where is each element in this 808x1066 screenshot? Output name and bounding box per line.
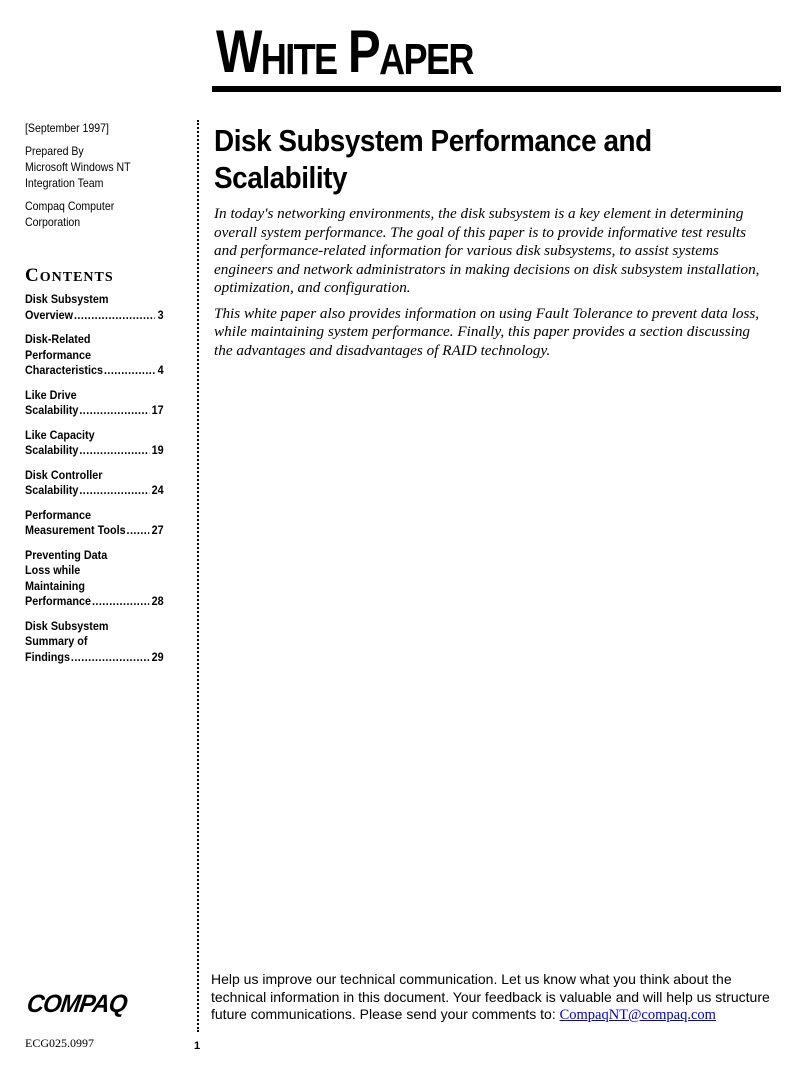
abstract-paragraph — [214, 205, 782, 298]
toc-item-last-line — [25, 483, 164, 499]
toc-item-label-line: Disk Controller — [25, 467, 103, 482]
toc-dot-leader — [73, 308, 155, 324]
abstract-line: overall system performance. The goal of this paper is to provide informative test results — [214, 223, 747, 241]
toc-item-last-line — [25, 363, 164, 379]
toc-dot-leader — [103, 363, 155, 379]
toc-page-number: 4 — [157, 363, 164, 377]
prepared-by-line: Integration Team — [25, 176, 104, 190]
document-title-line: Disk Subsystem Performance and — [214, 123, 652, 158]
title-rest-aper: APER — [379, 35, 473, 84]
document-type-title — [216, 18, 473, 85]
toc-page-number: 27 — [151, 523, 164, 537]
organization-line: Corporation — [25, 215, 81, 229]
abstract-line: optimization, and configuration. — [214, 279, 411, 296]
toc-item-last-line — [25, 523, 164, 539]
sidebar-meta — [25, 120, 175, 237]
toc-item[interactable] — [25, 332, 165, 379]
toc-item-last-line — [25, 308, 164, 324]
date-block — [25, 120, 175, 136]
feedback-email-link[interactable]: CompaqNT@compaq.com — [559, 1007, 716, 1023]
toc-item-label-line: Disk Subsystem — [25, 292, 109, 306]
toc-dot-leader — [78, 483, 148, 499]
toc-item[interactable] — [25, 428, 165, 459]
page-number: 1 — [194, 1040, 201, 1052]
abstract-line: the advantages and disadvantages of RAID technology. — [214, 341, 551, 359]
toc-dot-leader — [70, 650, 149, 666]
toc-item[interactable] — [25, 619, 165, 666]
compaq-logo: COMPAQ — [25, 990, 129, 1018]
toc-item-last-line — [25, 443, 164, 459]
toc-item-label-line: Maintaining — [25, 578, 86, 593]
toc-page-number: 3 — [157, 307, 164, 322]
abstract-line: while maintaining system performance. Finally, this paper provides a section discussing — [214, 323, 751, 340]
toc-item-label-line: Like Capacity — [25, 427, 95, 442]
toc-item-label-line: Findings — [25, 649, 70, 664]
feedback-line — [211, 1006, 786, 1025]
feedback-line: technical information in this document. Your feedback is valuable and will help us structure — [211, 988, 770, 1005]
toc-item[interactable] — [25, 468, 165, 499]
toc-item-label-line: Performance — [25, 507, 92, 522]
feedback-line-prefix: future communications. Please send your comments to: — [211, 1006, 560, 1022]
document-title-line: Scalability — [214, 160, 348, 195]
toc-page-number: 24 — [151, 483, 164, 497]
toc-page-number: 19 — [151, 443, 164, 457]
toc-item-last-line — [25, 403, 164, 419]
prepared-by-block — [25, 143, 175, 191]
document-title — [214, 122, 700, 196]
toc-item-label-line: Performance — [25, 594, 92, 608]
prepared-by-line: Microsoft Windows NT — [25, 160, 131, 174]
toc-item-label-line: Loss while — [25, 563, 81, 577]
toc-dot-leader — [78, 443, 148, 459]
toc-item-label-line: Preventing Data — [25, 547, 108, 562]
abstract-line: In today's networking environments, the disk subsystem is a key element in determining — [214, 205, 744, 222]
toc-page-number: 29 — [151, 649, 164, 664]
toc-dot-leader — [126, 523, 149, 539]
contents-heading-rest: ONTENTS — [39, 270, 114, 285]
organization-block — [25, 198, 175, 230]
toc-item-last-line — [25, 594, 164, 610]
toc-item-label-line: Scalability — [25, 443, 79, 457]
publication-date: [September 1997] — [25, 121, 109, 135]
contents-heading — [25, 265, 114, 287]
prepared-by-line: Prepared By — [25, 144, 84, 158]
toc-item-label-line: Measurement Tools — [25, 523, 126, 537]
toc-item[interactable] — [25, 508, 165, 539]
title-rest-hite: HITE — [260, 35, 337, 84]
document-code: ECG025.0997 — [25, 1036, 94, 1050]
toc-item-label-line: Like Drive — [25, 387, 77, 402]
abstract-line: engineers and network administrators in making decisions on disk subsystem installation, — [214, 260, 760, 278]
column-divider — [197, 120, 199, 1032]
toc-dot-leader — [91, 594, 149, 610]
toc-item[interactable] — [25, 548, 165, 610]
abstract-line: This white paper also provides information on using Fault Tolerance to prevent data loss, — [214, 304, 760, 322]
toc-item-label-line: Disk Subsystem — [25, 618, 109, 633]
feedback-note — [211, 971, 786, 1025]
toc-dot-leader — [78, 403, 148, 419]
table-of-contents — [25, 292, 165, 674]
toc-item-label-line: Summary of — [25, 634, 88, 648]
organization-line: Compaq Computer — [25, 199, 115, 213]
contents-heading-initial: C — [25, 265, 40, 286]
abstract — [214, 205, 782, 367]
toc-item-label-line: Performance — [25, 347, 92, 362]
toc-item-label-line: Scalability — [25, 403, 79, 417]
toc-item[interactable] — [25, 388, 165, 419]
toc-page-number: 17 — [151, 403, 164, 417]
toc-item-label-line: Characteristics — [25, 363, 104, 377]
abstract-paragraph — [214, 305, 782, 361]
toc-item-label-line: Scalability — [25, 483, 79, 497]
header-rule — [212, 86, 781, 92]
toc-item-last-line — [25, 650, 164, 666]
abstract-line: and performance-related information for various disk subsystems, to assist systems — [214, 242, 719, 259]
feedback-line: Help us improve our technical communication. Let us know what you think about the — [211, 971, 732, 987]
toc-item[interactable] — [25, 292, 165, 323]
title-initial-p: P — [347, 18, 380, 85]
toc-item-label-line: Overview — [25, 307, 74, 322]
toc-page-number: 28 — [151, 594, 164, 608]
title-initial-w: W — [216, 18, 261, 85]
toc-item-label-line: Disk-Related — [25, 332, 91, 346]
